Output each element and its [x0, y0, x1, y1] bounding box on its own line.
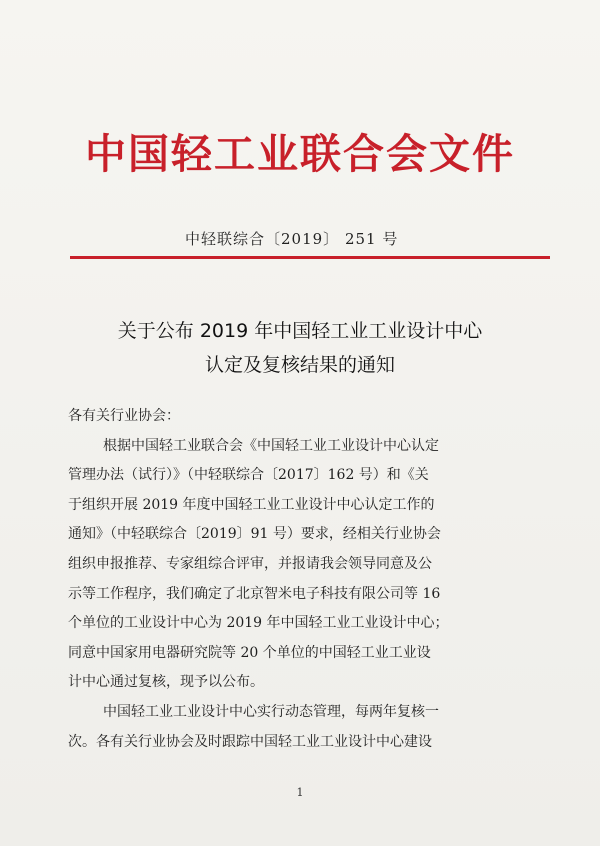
body-line: 管理办法（试行）》（中轻联综合〔2017〕162 号）和《关: [68, 467, 429, 484]
salutation: 各有关行业协会：: [68, 408, 180, 424]
red-divider-line: [70, 256, 550, 259]
body-line: 根据中国轻工业联合会《中国轻工业工业设计中心认定: [103, 437, 439, 454]
page-number: 1: [296, 786, 304, 799]
notice-body: [68, 402, 532, 757]
notice-title: [0, 314, 600, 382]
body-line: 计中心通过复核，现予以公布。: [68, 674, 264, 691]
notice-title-line-2: 认定及复核结果的通知: [204, 354, 395, 376]
body-line: 于组织开展 2019 年度中国轻工业工业设计中心认定工作的: [68, 496, 435, 513]
body-line: 同意中国家用电器研究院等 20 个单位的中国轻工业工业设: [68, 644, 431, 661]
notice-title-line-1: 关于公布 2019 年中国轻工业工业设计中心: [117, 320, 483, 342]
body-line: 个单位的工业设计中心为 2019 年中国轻工业工业设计中心；: [68, 615, 449, 632]
body-line: 通知》（中轻联综合〔2019〕91 号）要求，经相关行业协会: [68, 526, 441, 543]
body-line: 组织申报推荐、专家组综合评审，并报请我会领导同意及公: [68, 555, 432, 572]
body-line: 次。各有关行业协会及时跟踪中国轻工业工业设计中心建设: [68, 733, 432, 750]
issuer-header-title: 中国轻工业联合会文件: [85, 130, 515, 178]
document-number: 中轻联综合〔2019〕 251 号: [185, 230, 399, 248]
body-line: 中国轻工业工业设计中心实行动态管理，每两年复核一: [103, 703, 439, 720]
body-line: 示等工作程序，我们确定了北京智米电子科技有限公司等 16: [68, 585, 441, 602]
